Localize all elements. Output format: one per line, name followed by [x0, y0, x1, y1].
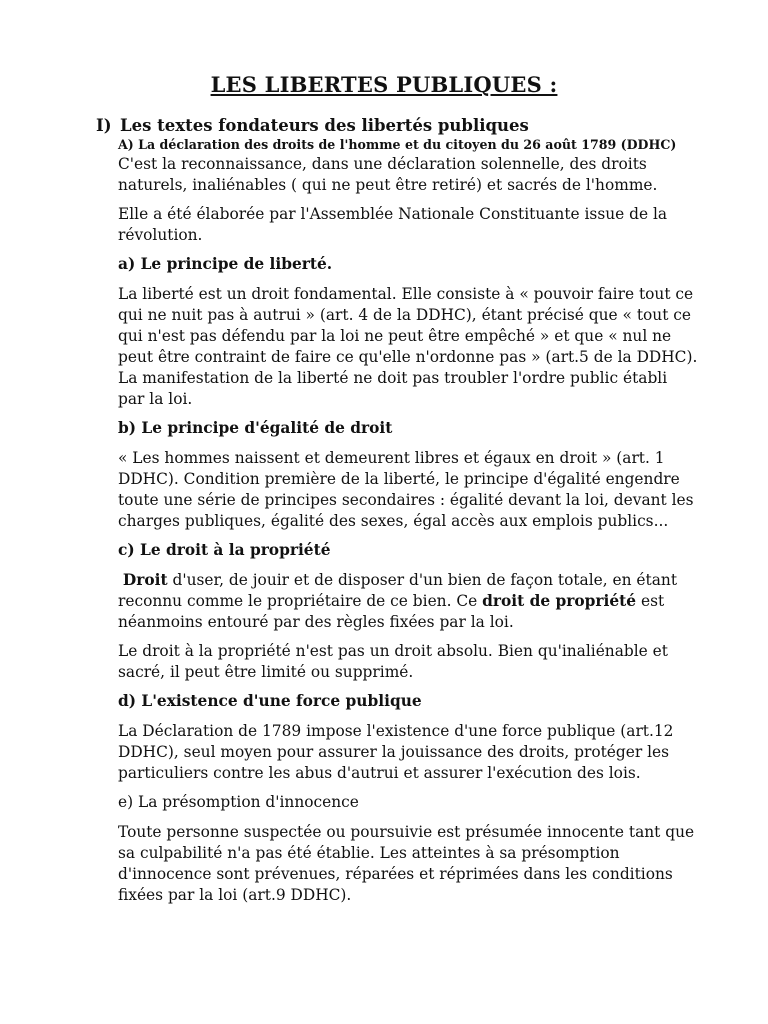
paragraph-propriete-2: Le droit à la propriété n'est pas un droit absolu. Bien qu'inaliénable et sacré, il peut être limité ou supprimé. — [118, 642, 668, 681]
heading-force: d) L'existence d'une force publique — [118, 692, 422, 710]
paragraph-liberte: La liberté est un droit fondamental. Elle consiste à « pouvoir faire tout ce qui ne nuit pas à autrui » (art. 4 de la DDHC), étant précisé que « tout ce qui n'est pas défendu par la loi ne peut être empêché » et que « nul ne peut être contraint de faire ce qu'elle n'ordonne pas » (art.5 de la DDHC). La manifestation de la liberté ne doit pas troubler l'ordre public établi par la loi. — [118, 285, 698, 408]
intro-paragraph-1: C'est la reconnaissance, dans une déclaration solennelle, des droits naturels, inaliénables ( qui ne peut être retiré) et sacrés de l'homme. — [118, 155, 658, 194]
subsection-heading: A) La déclaration des droits de l'homme et du citoyen du 26 août 1789 (DDHC) — [118, 137, 677, 152]
heading-propriete: c) Le droit à la propriété — [118, 541, 331, 559]
document-body — [118, 154, 698, 914]
paragraph-force: La Déclaration de 1789 impose l'existence d'une force publique (art.12 DDHC), seul moyen pour assurer la jouissance des droits, protéger les particuliers contre les abus d'autrui et assurer l'exécution des lois. — [118, 722, 674, 782]
section-heading — [96, 116, 529, 135]
bold-droit-de-propriete: droit de propriété — [482, 592, 637, 610]
heading-liberte: a) Le principe de liberté. — [118, 255, 333, 273]
section-number: I) — [96, 116, 112, 135]
propriete-text-1: d'user, de jouir et de disposer d'un bien de façon totale, en étant reconnu comme le propriétaire de ce bien. Ce — [118, 571, 678, 610]
heading-innocence: e) La présomption d'innocence — [118, 793, 359, 811]
paragraph-egalite: « Les hommes naissent et demeurent libres et égaux en droit » (art. 1 DDHC). Condition première de la liberté, le principe d'égalité engendre toute une série de principes secondaires : égalité devant la loi, devant les charges publiques, égalité des sexes, égal accès aux emplois publics... — [118, 449, 694, 530]
propriete-text-2: est néanmoins entouré par des règles fixées par la loi. — [118, 592, 665, 631]
paragraph-propriete-1 — [118, 570, 698, 633]
bold-droit: Droit — [122, 571, 168, 589]
section-heading-text: Les textes fondateurs des libertés publiques — [120, 116, 529, 135]
intro-paragraph-2: Elle a été élaborée par l'Assemblée Nationale Constituante issue de la révolution. — [118, 205, 668, 244]
heading-egalite: b) Le principe d'égalité de droit — [118, 419, 393, 437]
page-title: LES LIBERTES PUBLIQUES : — [210, 72, 558, 97]
paragraph-innocence: Toute personne suspectée ou poursuivie est présumée innocente tant que sa culpabilité n'a pas été établie. Les atteintes à sa présomption d'innocence sont prévenues, réparées et réprimées dans les conditions fixées par la loi (art.9 DDHC). — [118, 823, 695, 904]
